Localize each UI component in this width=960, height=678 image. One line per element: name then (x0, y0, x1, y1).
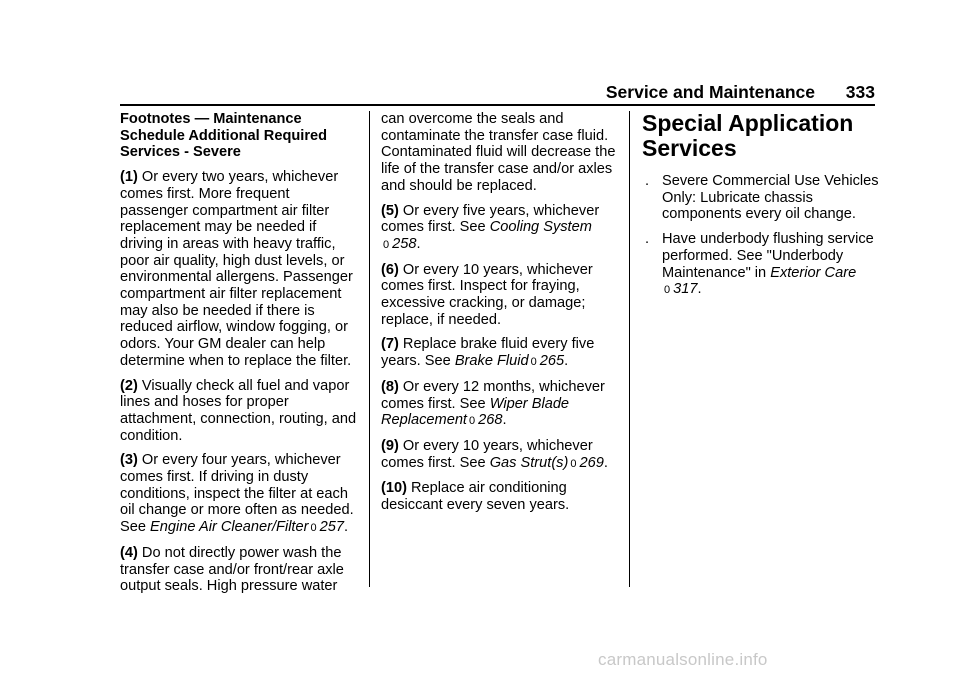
page-ref-arrow-icon: 0 (530, 356, 537, 369)
footnote-4-continued (381, 111, 619, 195)
header-title: Service and Maintenance (605, 82, 815, 102)
footnote-number: (2) (120, 377, 138, 394)
footnotes-heading: Footnotes — Maintenance Schedule Additional Required Services - Severe (120, 111, 328, 161)
punctuation: . (416, 235, 421, 252)
footnote-number: (3) (120, 452, 138, 469)
footnote-text: Or every five years, whichever comes first. See (381, 202, 600, 236)
column-divider (369, 111, 370, 587)
footnote-text: Or every two years, whichever comes first. More frequent passenger compartment air filter replacement may be needed if driving in areas with heavy traffic, poor air quality, high dust levels, or environmental allergens. Passenger compartment air filter replacement may also be needed if there is reduced airflow, window fogging, or odors. Your GM dealer can help determine when to replace the filter. (120, 169, 353, 369)
cross-reference-link[interactable]: Engine Air Cleaner/Filter (150, 519, 309, 536)
footnote-number: (1) (120, 169, 138, 186)
footnote-1 (120, 169, 360, 369)
footnote-number: (4) (120, 544, 138, 561)
footnote-text: Replace brake fluid every five years. See (381, 336, 595, 370)
footnote-text: Or every 10 years, whichever comes first. See (381, 437, 593, 471)
footnote-7 (381, 336, 619, 370)
footnote-text: Or every 12 months, whichever comes first. See (381, 378, 605, 412)
watermark: carmanualsonline.info (598, 650, 768, 669)
bullet-text: Have underbody flushing service performed. See "Underbody Maintenance" in (662, 231, 874, 281)
footnote-9 (381, 438, 619, 472)
punctuation: . (697, 281, 702, 298)
footnote-text: Visually check all fuel and vapor lines and hoses for proper attachment, connection, routing, and condition. (120, 377, 357, 444)
section-title: Special Application Services (642, 110, 854, 161)
footnote-number: (9) (381, 437, 399, 454)
column-3 (642, 111, 882, 307)
footnote-text: Or every four years, whichever comes first. If driving in dusty conditions, inspect the filter at each oil change or more often as needed. See (120, 452, 354, 536)
bullet-marker: . (645, 231, 650, 248)
page-reference[interactable]: 317 (673, 281, 698, 298)
footnote-number: (6) (381, 261, 399, 278)
cross-reference-link[interactable]: Exterior Care (770, 264, 857, 281)
punctuation: . (343, 519, 349, 536)
column-2 (381, 111, 619, 522)
column-divider (629, 111, 630, 587)
cross-reference-link[interactable]: Cooling System (489, 219, 592, 236)
bullet-marker: . (645, 173, 650, 189)
footnote-8 (381, 379, 619, 430)
list-item (642, 231, 882, 299)
footnote-number: (7) (381, 336, 399, 353)
list-item (642, 173, 882, 223)
footnote-text: Replace air conditioning desiccant every seven years. (381, 480, 570, 514)
cross-reference-link[interactable]: Wiper Blade Replacement (381, 395, 570, 429)
footnote-5 (381, 203, 619, 254)
footnote-number: (10) (381, 480, 407, 497)
footnote-10 (381, 480, 619, 513)
column-1 (120, 111, 360, 603)
page-ref-arrow-icon: 0 (310, 522, 317, 535)
bullet-text: Severe Commercial Use Vehicles Only: Lubricate chassis components every oil change. (662, 173, 879, 223)
page-ref-arrow-icon: 0 (469, 415, 476, 428)
page-reference[interactable]: 268 (478, 412, 503, 429)
page-reference[interactable]: 269 (579, 454, 604, 471)
footnote-text: Do not directly power wash the transfer case and/or front/rear axle output seals. High pressure water (120, 544, 344, 595)
footnote-3 (120, 452, 360, 537)
footnote-text: can overcome the seals and contaminate the transfer case fluid. Contaminated fluid will decrease the life of the transfer case and/or axles and should be replaced. (381, 111, 616, 194)
footnote-4 (120, 545, 360, 595)
cross-reference-link[interactable]: Brake Fluid (454, 353, 529, 370)
cross-reference-link[interactable]: Gas Strut(s) (489, 454, 569, 471)
page-ref-arrow-icon: 0 (383, 238, 390, 251)
footnote-6 (381, 262, 619, 329)
page-reference[interactable]: 258 (392, 235, 417, 252)
footnote-2 (120, 378, 360, 445)
footnote-number: (8) (381, 378, 399, 395)
page-number: 333 (845, 82, 875, 102)
footnote-text: Or every 10 years, whichever comes first. Inspect for fraying, excessive cracking, or damage; replace, if needed. (381, 261, 593, 328)
punctuation: . (502, 412, 507, 429)
header-rule (120, 104, 875, 106)
punctuation: . (564, 353, 569, 370)
footnote-number: (5) (381, 202, 399, 219)
page-header (120, 80, 875, 106)
page-reference[interactable]: 265 (539, 353, 565, 370)
page-reference[interactable]: 257 (319, 519, 344, 536)
punctuation: . (603, 454, 608, 471)
page-ref-arrow-icon: 0 (570, 457, 577, 470)
page-ref-arrow-icon: 0 (664, 284, 671, 297)
